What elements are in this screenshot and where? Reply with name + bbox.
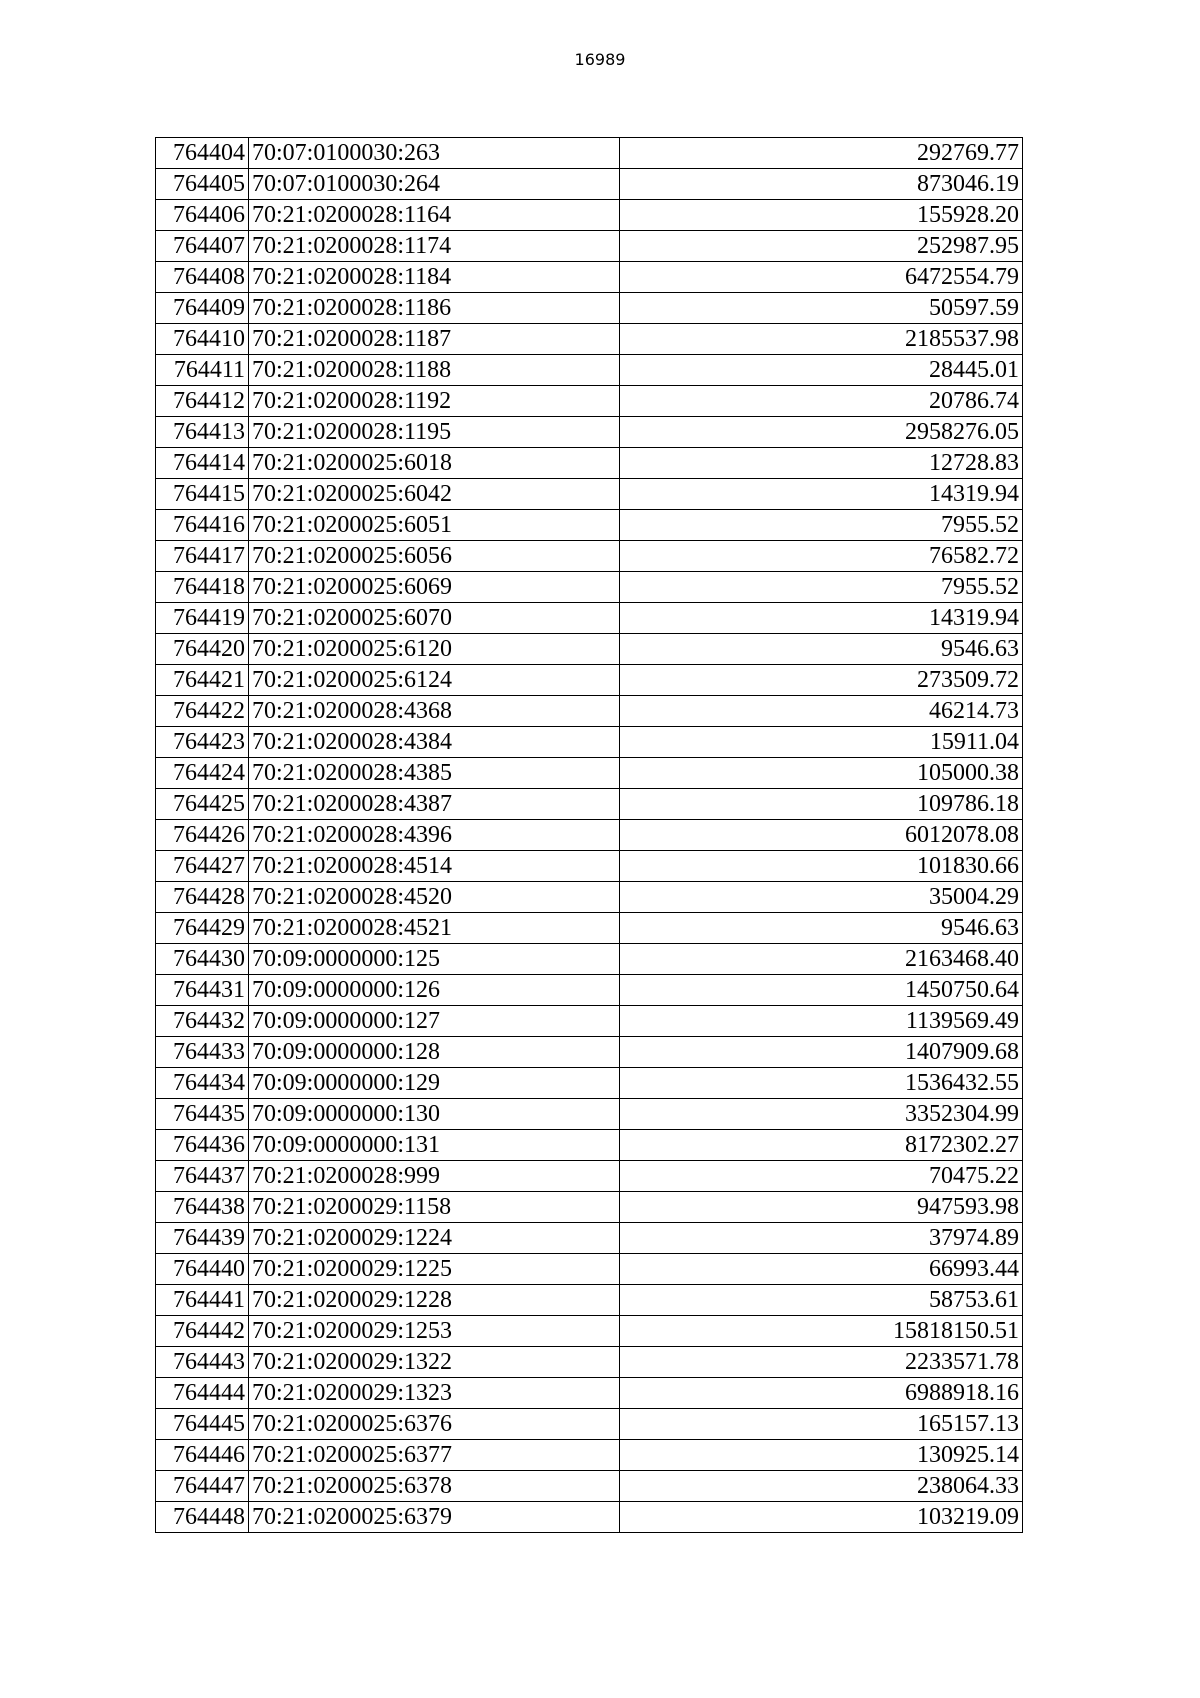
table-row xyxy=(156,262,1023,293)
value-cell: 37974.89 xyxy=(620,1223,1023,1254)
value-cell: 2163468.40 xyxy=(620,944,1023,975)
row-number-cell: 764411 xyxy=(156,355,249,386)
table-row xyxy=(156,386,1023,417)
cadastral-number-cell: 70:09:0000000:131 xyxy=(249,1130,620,1161)
value-cell: 28445.01 xyxy=(620,355,1023,386)
cadastral-number-cell: 70:21:0200028:4387 xyxy=(249,789,620,820)
table-row xyxy=(156,1037,1023,1068)
table-row xyxy=(156,789,1023,820)
row-number-cell: 764439 xyxy=(156,1223,249,1254)
table-row xyxy=(156,1006,1023,1037)
table-row xyxy=(156,913,1023,944)
table-row xyxy=(156,1130,1023,1161)
table-row xyxy=(156,665,1023,696)
cadastral-number-cell: 70:09:0000000:125 xyxy=(249,944,620,975)
cadastral-number-cell: 70:21:0200028:1174 xyxy=(249,231,620,262)
value-cell: 273509.72 xyxy=(620,665,1023,696)
value-cell: 873046.19 xyxy=(620,169,1023,200)
row-number-cell: 764447 xyxy=(156,1471,249,1502)
cadastral-number-cell: 70:09:0000000:128 xyxy=(249,1037,620,1068)
row-number-cell: 764438 xyxy=(156,1192,249,1223)
row-number-cell: 764428 xyxy=(156,882,249,913)
value-cell: 9546.63 xyxy=(620,913,1023,944)
cadastral-number-cell: 70:21:0200028:1187 xyxy=(249,324,620,355)
table-row xyxy=(156,293,1023,324)
table-row xyxy=(156,1471,1023,1502)
cadastral-number-cell: 70:21:0200025:6377 xyxy=(249,1440,620,1471)
table-row xyxy=(156,200,1023,231)
value-cell: 6472554.79 xyxy=(620,262,1023,293)
table-row xyxy=(156,1254,1023,1285)
value-cell: 8172302.27 xyxy=(620,1130,1023,1161)
row-number-cell: 764433 xyxy=(156,1037,249,1068)
row-number-cell: 764404 xyxy=(156,138,249,169)
value-cell: 20786.74 xyxy=(620,386,1023,417)
row-number-cell: 764440 xyxy=(156,1254,249,1285)
cadastral-number-cell: 70:09:0000000:126 xyxy=(249,975,620,1006)
table-row xyxy=(156,882,1023,913)
value-cell: 70475.22 xyxy=(620,1161,1023,1192)
cadastral-number-cell: 70:21:0200028:1188 xyxy=(249,355,620,386)
value-cell: 6988918.16 xyxy=(620,1378,1023,1409)
table-row xyxy=(156,1068,1023,1099)
cadastral-number-cell: 70:21:0200025:6070 xyxy=(249,603,620,634)
cadastral-number-cell: 70:21:0200025:6018 xyxy=(249,448,620,479)
row-number-cell: 764423 xyxy=(156,727,249,758)
cadastral-number-cell: 70:21:0200029:1228 xyxy=(249,1285,620,1316)
value-cell: 7955.52 xyxy=(620,510,1023,541)
row-number-cell: 764409 xyxy=(156,293,249,324)
table-row xyxy=(156,1223,1023,1254)
row-number-cell: 764446 xyxy=(156,1440,249,1471)
row-number-cell: 764422 xyxy=(156,696,249,727)
cadastral-number-cell: 70:21:0200025:6376 xyxy=(249,1409,620,1440)
value-cell: 1407909.68 xyxy=(620,1037,1023,1068)
value-cell: 15911.04 xyxy=(620,727,1023,758)
row-number-cell: 764414 xyxy=(156,448,249,479)
value-cell: 1450750.64 xyxy=(620,975,1023,1006)
table-row xyxy=(156,355,1023,386)
cadastral-number-cell: 70:21:0200029:1253 xyxy=(249,1316,620,1347)
table-row xyxy=(156,169,1023,200)
row-number-cell: 764412 xyxy=(156,386,249,417)
table-row xyxy=(156,1409,1023,1440)
cadastral-value-table xyxy=(155,137,1023,1533)
cadastral-number-cell: 70:09:0000000:130 xyxy=(249,1099,620,1130)
value-cell: 238064.33 xyxy=(620,1471,1023,1502)
row-number-cell: 764436 xyxy=(156,1130,249,1161)
row-number-cell: 764421 xyxy=(156,665,249,696)
value-cell: 2958276.05 xyxy=(620,417,1023,448)
table-row xyxy=(156,572,1023,603)
cadastral-number-cell: 70:21:0200028:4384 xyxy=(249,727,620,758)
row-number-cell: 764413 xyxy=(156,417,249,448)
value-cell: 1139569.49 xyxy=(620,1006,1023,1037)
row-number-cell: 764424 xyxy=(156,758,249,789)
value-cell: 109786.18 xyxy=(620,789,1023,820)
value-cell: 252987.95 xyxy=(620,231,1023,262)
cadastral-number-cell: 70:21:0200028:1164 xyxy=(249,200,620,231)
cadastral-number-cell: 70:21:0200029:1323 xyxy=(249,1378,620,1409)
cadastral-number-cell: 70:21:0200029:1158 xyxy=(249,1192,620,1223)
row-number-cell: 764415 xyxy=(156,479,249,510)
table-row xyxy=(156,541,1023,572)
row-number-cell: 764442 xyxy=(156,1316,249,1347)
row-number-cell: 764410 xyxy=(156,324,249,355)
value-cell: 2233571.78 xyxy=(620,1347,1023,1378)
table-row xyxy=(156,479,1023,510)
cadastral-number-cell: 70:21:0200025:6069 xyxy=(249,572,620,603)
cadastral-number-cell: 70:21:0200025:6378 xyxy=(249,1471,620,1502)
row-number-cell: 764405 xyxy=(156,169,249,200)
table-row xyxy=(156,231,1023,262)
row-number-cell: 764444 xyxy=(156,1378,249,1409)
value-cell: 15818150.51 xyxy=(620,1316,1023,1347)
row-number-cell: 764448 xyxy=(156,1502,249,1533)
table-row xyxy=(156,696,1023,727)
value-cell: 7955.52 xyxy=(620,572,1023,603)
value-cell: 66993.44 xyxy=(620,1254,1023,1285)
cadastral-number-cell: 70:07:0100030:263 xyxy=(249,138,620,169)
cadastral-number-cell: 70:21:0200025:6379 xyxy=(249,1502,620,1533)
table-row xyxy=(156,1316,1023,1347)
cadastral-number-cell: 70:21:0200025:6051 xyxy=(249,510,620,541)
value-cell: 58753.61 xyxy=(620,1285,1023,1316)
row-number-cell: 764408 xyxy=(156,262,249,293)
cadastral-number-cell: 70:21:0200028:1184 xyxy=(249,262,620,293)
value-cell: 103219.09 xyxy=(620,1502,1023,1533)
table-row xyxy=(156,510,1023,541)
row-number-cell: 764427 xyxy=(156,851,249,882)
table-row xyxy=(156,324,1023,355)
table-row xyxy=(156,448,1023,479)
row-number-cell: 764406 xyxy=(156,200,249,231)
table-body xyxy=(156,138,1023,1533)
row-number-cell: 764425 xyxy=(156,789,249,820)
row-number-cell: 764429 xyxy=(156,913,249,944)
value-cell: 155928.20 xyxy=(620,200,1023,231)
value-cell: 76582.72 xyxy=(620,541,1023,572)
row-number-cell: 764445 xyxy=(156,1409,249,1440)
row-number-cell: 764419 xyxy=(156,603,249,634)
table-row xyxy=(156,1502,1023,1533)
value-cell: 130925.14 xyxy=(620,1440,1023,1471)
value-cell: 35004.29 xyxy=(620,882,1023,913)
cadastral-number-cell: 70:21:0200028:999 xyxy=(249,1161,620,1192)
table-row xyxy=(156,1285,1023,1316)
cadastral-number-cell: 70:21:0200028:4385 xyxy=(249,758,620,789)
cadastral-number-cell: 70:21:0200028:1195 xyxy=(249,417,620,448)
value-cell: 14319.94 xyxy=(620,603,1023,634)
value-cell: 2185537.98 xyxy=(620,324,1023,355)
table-row xyxy=(156,758,1023,789)
table-row xyxy=(156,1099,1023,1130)
cadastral-number-cell: 70:21:0200025:6120 xyxy=(249,634,620,665)
value-cell: 6012078.08 xyxy=(620,820,1023,851)
row-number-cell: 764435 xyxy=(156,1099,249,1130)
cadastral-number-cell: 70:21:0200029:1224 xyxy=(249,1223,620,1254)
table-row xyxy=(156,727,1023,758)
row-number-cell: 764420 xyxy=(156,634,249,665)
value-cell: 12728.83 xyxy=(620,448,1023,479)
value-cell: 101830.66 xyxy=(620,851,1023,882)
table-row xyxy=(156,1192,1023,1223)
row-number-cell: 764430 xyxy=(156,944,249,975)
cadastral-number-cell: 70:21:0200028:4521 xyxy=(249,913,620,944)
row-number-cell: 764434 xyxy=(156,1068,249,1099)
table-row xyxy=(156,138,1023,169)
row-number-cell: 764416 xyxy=(156,510,249,541)
cadastral-number-cell: 70:09:0000000:127 xyxy=(249,1006,620,1037)
row-number-cell: 764437 xyxy=(156,1161,249,1192)
cadastral-number-cell: 70:21:0200028:4514 xyxy=(249,851,620,882)
cadastral-number-cell: 70:09:0000000:129 xyxy=(249,1068,620,1099)
table-row xyxy=(156,944,1023,975)
value-cell: 1536432.55 xyxy=(620,1068,1023,1099)
table-row xyxy=(156,634,1023,665)
cadastral-number-cell: 70:07:0100030:264 xyxy=(249,169,620,200)
table-row xyxy=(156,1440,1023,1471)
value-cell: 947593.98 xyxy=(620,1192,1023,1223)
table-row xyxy=(156,1347,1023,1378)
cadastral-number-cell: 70:21:0200028:4520 xyxy=(249,882,620,913)
cadastral-number-cell: 70:21:0200029:1225 xyxy=(249,1254,620,1285)
cadastral-number-cell: 70:21:0200025:6042 xyxy=(249,479,620,510)
row-number-cell: 764407 xyxy=(156,231,249,262)
table-row xyxy=(156,975,1023,1006)
table-row xyxy=(156,1378,1023,1409)
cadastral-number-cell: 70:21:0200025:6124 xyxy=(249,665,620,696)
cadastral-number-cell: 70:21:0200029:1322 xyxy=(249,1347,620,1378)
cadastral-number-cell: 70:21:0200025:6056 xyxy=(249,541,620,572)
value-cell: 165157.13 xyxy=(620,1409,1023,1440)
row-number-cell: 764417 xyxy=(156,541,249,572)
cadastral-number-cell: 70:21:0200028:1186 xyxy=(249,293,620,324)
row-number-cell: 764431 xyxy=(156,975,249,1006)
row-number-cell: 764441 xyxy=(156,1285,249,1316)
value-cell: 3352304.99 xyxy=(620,1099,1023,1130)
table-row xyxy=(156,1161,1023,1192)
cadastral-number-cell: 70:21:0200028:4368 xyxy=(249,696,620,727)
page-number: 16989 xyxy=(574,50,626,69)
row-number-cell: 764418 xyxy=(156,572,249,603)
value-cell: 50597.59 xyxy=(620,293,1023,324)
cadastral-number-cell: 70:21:0200028:1192 xyxy=(249,386,620,417)
value-cell: 105000.38 xyxy=(620,758,1023,789)
value-cell: 46214.73 xyxy=(620,696,1023,727)
row-number-cell: 764432 xyxy=(156,1006,249,1037)
table-row xyxy=(156,820,1023,851)
table-row xyxy=(156,417,1023,448)
table-row xyxy=(156,603,1023,634)
cadastral-number-cell: 70:21:0200028:4396 xyxy=(249,820,620,851)
value-cell: 9546.63 xyxy=(620,634,1023,665)
row-number-cell: 764426 xyxy=(156,820,249,851)
value-cell: 14319.94 xyxy=(620,479,1023,510)
table-row xyxy=(156,851,1023,882)
row-number-cell: 764443 xyxy=(156,1347,249,1378)
value-cell: 292769.77 xyxy=(620,138,1023,169)
